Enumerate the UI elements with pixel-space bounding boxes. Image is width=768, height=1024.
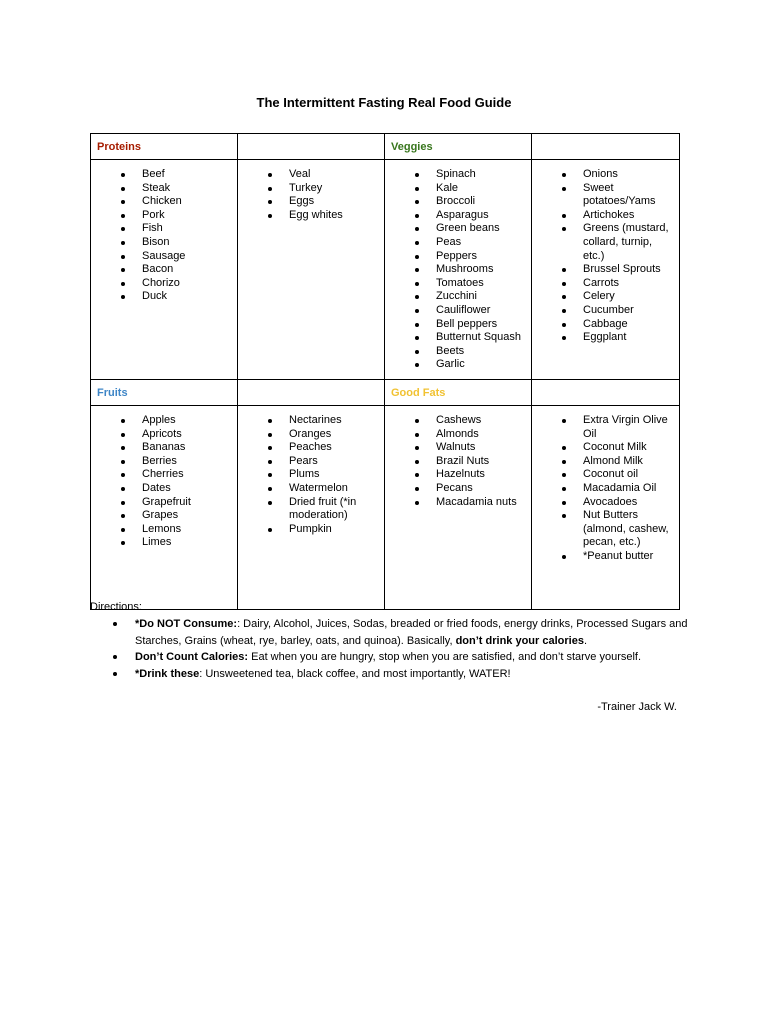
direction-text: . xyxy=(583,634,587,647)
list-item: *Peanut butter xyxy=(558,550,673,564)
direction-item xyxy=(135,666,690,683)
list-item: Garlic xyxy=(411,358,525,372)
list-item: Turkey xyxy=(264,182,378,196)
list-item: Cauliflower xyxy=(411,304,525,318)
list-item: Broccoli xyxy=(411,195,525,209)
list-item: Chorizo xyxy=(117,277,231,291)
proteins-list-2 xyxy=(238,160,384,226)
list-item: Pork xyxy=(117,209,231,223)
header-cell-fruits xyxy=(91,380,238,406)
list-item: Grapefruit xyxy=(117,496,231,510)
direction-text: : Unsweetened tea, black coffee, and most importantly, WATER! xyxy=(199,668,511,681)
list-item: Spinach xyxy=(411,168,525,182)
list-item: Pumpkin xyxy=(264,523,378,537)
list-item: Bacon xyxy=(117,263,231,277)
header-cell-proteins xyxy=(91,134,238,160)
directions-label: Directions: xyxy=(90,601,142,613)
list-item: Chicken xyxy=(117,195,231,209)
list-item: Zucchini xyxy=(411,290,525,304)
list-cell xyxy=(91,160,238,380)
list-item: Coconut oil xyxy=(558,468,673,482)
list-item: Pears xyxy=(264,455,378,469)
list-item: Eggplant xyxy=(558,331,673,345)
list-item: Asparagus xyxy=(411,209,525,223)
list-cell xyxy=(238,406,385,610)
list-item: Onions xyxy=(558,168,673,182)
direction-text: : Dairy, Alcohol, Juices, Sodas, breaded or fried foods, energy drinks, Processed Sugars and Starches, Grains (wheat, rye, barley, oats, and quinoa). Basically, xyxy=(135,618,688,647)
list-item: Nectarines xyxy=(264,414,378,428)
direction-bold: *Do NOT Consume: xyxy=(135,618,238,630)
list-item: Steak xyxy=(117,182,231,196)
list-item: Sweet potatoes/Yams xyxy=(558,182,673,209)
list-cell xyxy=(385,160,532,380)
list-item: Mushrooms xyxy=(411,263,525,277)
signature: -Trainer Jack W. xyxy=(597,701,677,713)
list-item: Carrots xyxy=(558,277,673,291)
list-item: Cashews xyxy=(411,414,525,428)
list-item: Bison xyxy=(117,236,231,250)
list-cell xyxy=(91,406,238,610)
list-item: Brussel Sprouts xyxy=(558,263,673,277)
list-item: Watermelon xyxy=(264,482,378,496)
section-heading-proteins: Proteins xyxy=(97,141,142,153)
list-item: Macadamia Oil xyxy=(558,482,673,496)
good-fats-list-2 xyxy=(532,406,679,568)
list-item: Sausage xyxy=(117,250,231,264)
list-cell xyxy=(385,406,532,610)
list-item: Fish xyxy=(117,222,231,236)
direction-bold: *Drink these xyxy=(135,668,200,681)
fruits-list-1 xyxy=(91,406,237,554)
list-item: Kale xyxy=(411,182,525,196)
list-item: Extra Virgin Olive Oil xyxy=(558,414,673,441)
list-item: Oranges xyxy=(264,428,378,442)
list-item: Nut Butters (almond, cashew, pecan, etc.) xyxy=(558,509,673,550)
list-item: Hazelnuts xyxy=(411,468,525,482)
list-item: Cucumber xyxy=(558,304,673,318)
list-item: Peas xyxy=(411,236,525,250)
table-body-row xyxy=(91,406,680,610)
list-item: Beets xyxy=(411,345,525,359)
list-item: Greens (mustard, collard, turnip, etc.) xyxy=(558,222,673,263)
directions-list xyxy=(90,616,690,683)
list-item: Almonds xyxy=(411,428,525,442)
header-cell-veggies xyxy=(385,134,532,160)
section-heading-good-fats: Good Fats xyxy=(391,387,446,399)
list-item: Bell peppers xyxy=(411,318,525,332)
section-heading-fruits: Fruits xyxy=(97,387,128,399)
fruits-list-2 xyxy=(238,406,384,540)
list-item: Cherries xyxy=(117,468,231,482)
list-item: Peaches xyxy=(264,441,378,455)
list-cell xyxy=(532,160,680,380)
list-item: Grapes xyxy=(117,509,231,523)
veggies-list-1 xyxy=(385,160,531,376)
header-cell-empty xyxy=(532,380,680,406)
list-cell xyxy=(532,406,680,610)
good-fats-list-1 xyxy=(385,406,531,513)
list-item: Butternut Squash xyxy=(411,331,525,345)
list-item: Apricots xyxy=(117,428,231,442)
list-item: Peppers xyxy=(411,250,525,264)
list-item: Dried fruit (*in moderation) xyxy=(264,496,378,523)
list-cell xyxy=(238,160,385,380)
header-cell-empty xyxy=(238,380,385,406)
list-item: Almond Milk xyxy=(558,455,673,469)
list-item: Dates xyxy=(117,482,231,496)
direction-text: Eat when you are hungry, stop when you are satisfied, and don’t starve yourself. xyxy=(248,651,642,664)
list-item: Berries xyxy=(117,455,231,469)
table-body-row xyxy=(91,160,680,380)
list-item: Pecans xyxy=(411,482,525,496)
page-title: The Intermittent Fasting Real Food Guide xyxy=(256,95,512,110)
list-item: Artichokes xyxy=(558,209,673,223)
header-cell-empty xyxy=(532,134,680,160)
list-item: Brazil Nuts xyxy=(411,455,525,469)
list-item: Limes xyxy=(117,536,231,550)
list-item: Plums xyxy=(264,468,378,482)
table-header-row xyxy=(91,134,680,160)
list-item: Lemons xyxy=(117,523,231,537)
list-item: Duck xyxy=(117,290,231,304)
header-cell-empty xyxy=(238,134,385,160)
section-heading-veggies: Veggies xyxy=(391,141,433,153)
list-item: Celery xyxy=(558,290,673,304)
list-item: Veal xyxy=(264,168,378,182)
list-item: Egg whites xyxy=(264,209,378,223)
list-item: Apples xyxy=(117,414,231,428)
list-item: Beef xyxy=(117,168,231,182)
list-item: Eggs xyxy=(264,195,378,209)
list-item: Avocadoes xyxy=(558,496,673,510)
directions-section xyxy=(90,601,690,683)
list-item: Cabbage xyxy=(558,318,673,332)
food-guide-table xyxy=(90,133,680,610)
list-item: Walnuts xyxy=(411,441,525,455)
table-header-row xyxy=(91,380,680,406)
direction-bold: Don’t Count Calories: xyxy=(135,651,249,664)
list-item: Tomatoes xyxy=(411,277,525,291)
direction-item xyxy=(135,649,690,666)
list-item: Coconut Milk xyxy=(558,441,673,455)
direction-bold: don’t drink your calories xyxy=(455,634,584,647)
list-item: Bananas xyxy=(117,441,231,455)
direction-item xyxy=(135,616,690,649)
header-cell-good-fats xyxy=(385,380,532,406)
proteins-list-1 xyxy=(91,160,237,308)
veggies-list-2 xyxy=(532,160,679,349)
list-item: Green beans xyxy=(411,222,525,236)
list-item: Macadamia nuts xyxy=(411,496,525,510)
